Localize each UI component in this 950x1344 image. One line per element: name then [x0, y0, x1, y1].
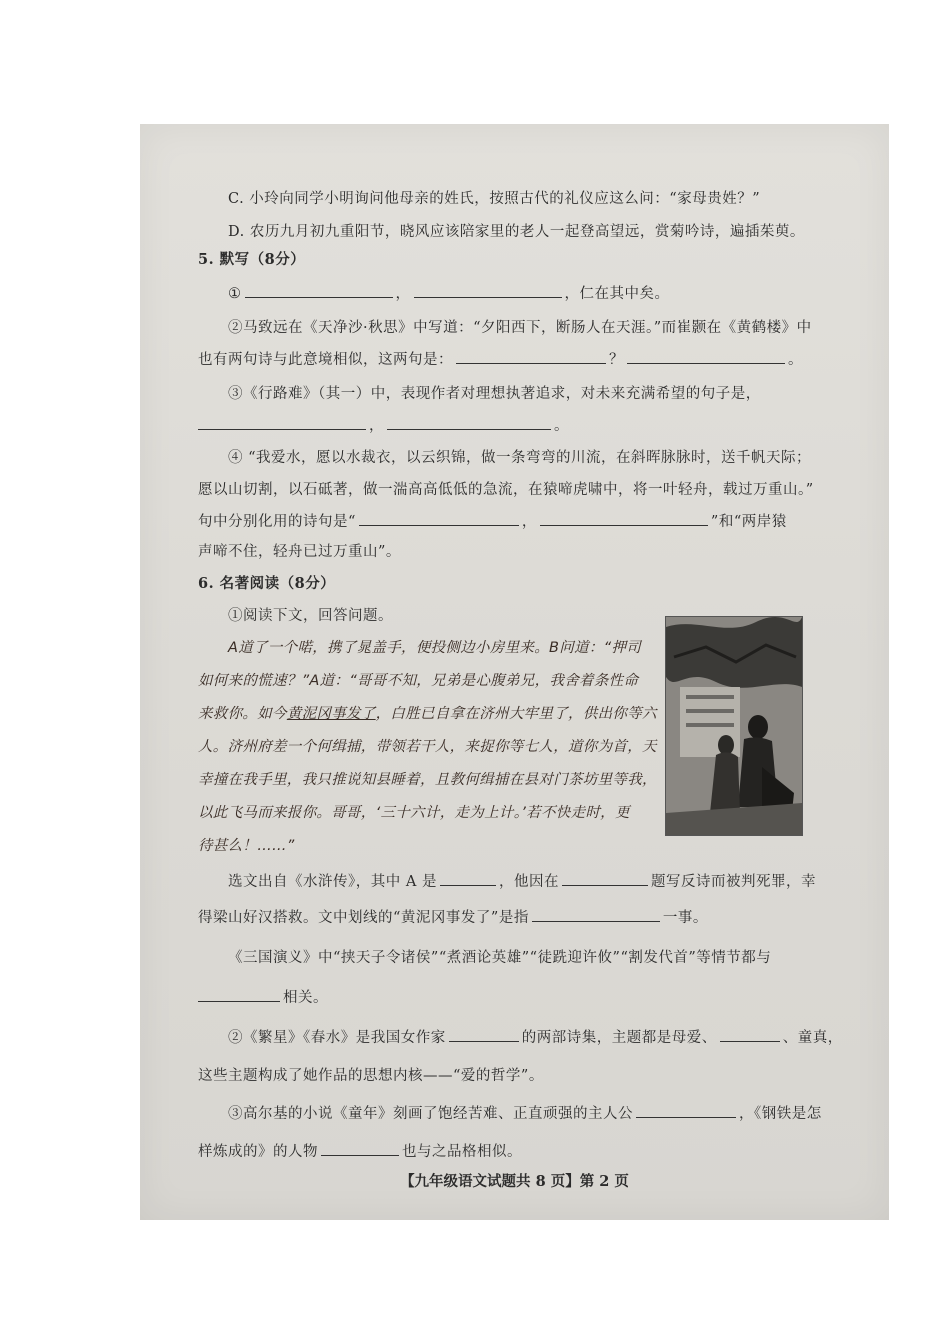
- passage-line: A道了一个喏，携了晁盖手，便投侧边小房里来。B问道：“押司: [228, 640, 642, 656]
- woodcut-illustration: [665, 616, 803, 836]
- answer-blank[interactable]: [720, 1027, 780, 1042]
- q5-item3-line1: ③《行路难》（其一）中，表现作者对理想执著追求，对未来充满希望的句子是，: [228, 386, 761, 402]
- answer-blank[interactable]: [414, 283, 562, 298]
- answer-blank[interactable]: [198, 987, 280, 1002]
- passage-line: 人。济州府差一个何缉捕，带领若干人，来捉你等七人，道你为首，天: [198, 739, 657, 755]
- answer-blank[interactable]: [387, 415, 551, 430]
- sanguo-line2: 相关。: [198, 986, 328, 1007]
- answer-blank[interactable]: [532, 907, 660, 922]
- q5-title: 5. 默写（8分）: [198, 251, 306, 268]
- passage-line: 待甚么！……”: [198, 838, 295, 854]
- answer-blank[interactable]: [562, 871, 648, 886]
- q5-item4-line1: ④ “我爱水，愿以水裁衣，以云织锦，做一条弯弯的川流，在斜晖脉脉时，送千帆天际；: [228, 450, 812, 466]
- passage-line: 幸撞在我手里，我只推说知县睡着，且教何缉捕在县对门茶坊里等我，: [198, 772, 657, 788]
- q6-title: 6. 名著阅读（8分）: [198, 575, 336, 592]
- q6-sub2-line1: ②《繁星》《春水》是我国女作家 的两部诗集，主题都是母爱、 、童真，: [228, 1026, 843, 1047]
- q6-sub1: ①阅读下文，回答问题。: [228, 608, 393, 624]
- exam-page: [140, 124, 889, 1220]
- q5-item4-line2: 愿以山切割，以石砥著，做一湍高高低低的急流，在猿啼虎啸中，将一叶轻舟，载过万重山。”: [198, 482, 814, 498]
- q5-item4-line3: 句中分别化用的诗句是“ ， ”和“两岸猿: [198, 510, 787, 531]
- answer-blank[interactable]: [198, 415, 366, 430]
- answer-blank[interactable]: [440, 871, 496, 886]
- answer-blank[interactable]: [456, 349, 606, 364]
- page-footer: 【九年级语文试题共 8 页】第 2 页: [400, 1173, 629, 1190]
- option-c: C. 小玲向同学小明询问他母亲的姓氏，按照古代的礼仪应这么问：“家母贵姓？”: [228, 191, 761, 207]
- q6-question-line2: 得梁山好汉搭救。文中划线的“黄泥冈事发了”是指 一事。: [198, 906, 708, 927]
- passage-line: 以此飞马而来报你。哥哥，‘三十六计，走为上计。’若不快走时，更: [198, 805, 630, 821]
- answer-blank[interactable]: [321, 1141, 399, 1156]
- q5-item4-line4: 声啼不住，轻舟已过万重山”。: [198, 544, 401, 560]
- q6-question-line1: 选文出自《水浒传》，其中 A 是 ，他因在 题写反诗而被判死罪，幸: [228, 870, 816, 891]
- answer-blank[interactable]: [245, 283, 393, 298]
- q5-item2-line1: ②马致远在《天净沙·秋思》中写道：“夕阳西下，断肠人在天涯。”而崔颢在《黄鹤楼》中: [228, 320, 812, 336]
- q6-sub3-line2: 样炼成的》的人物 也与之品格相似。: [198, 1140, 522, 1161]
- sanguo-line1: 《三国演义》中“挟天子令诸侯”“煮酒论英雄”“徒跣迎许攸”“割发代首”等情节都与: [228, 950, 772, 966]
- underlined-phrase: 黄泥冈事发了: [286, 706, 376, 722]
- answer-blank[interactable]: [449, 1027, 519, 1042]
- option-d: D. 农历九月初九重阳节，晓风应该陪家里的老人一起登高望远，赏菊吟诗，遍插茱萸。: [228, 224, 805, 240]
- q5-item1: ① ， ，仁在其中矣。: [228, 282, 670, 303]
- q6-sub3-line1: ③高尔基的小说《童年》刻画了饱经苦难、正直顽强的主人公 ，《钢铁是怎: [228, 1102, 822, 1123]
- answer-blank[interactable]: [540, 511, 708, 526]
- q6-sub2-line2: 这些主题构成了她作品的思想内核——“爱的哲学”。: [198, 1068, 544, 1084]
- q5-item3-line2: ， 。: [198, 414, 569, 435]
- passage-line: 如何来的慌速？”A道：“哥哥不知，兄弟是心腹弟兄，我舍着条性命: [198, 673, 639, 689]
- passage-line: 来救你。如今黄泥冈事发了，白胜已自拿在济州大牢里了，供出你等六: [198, 706, 657, 722]
- answer-blank[interactable]: [359, 511, 519, 526]
- answer-blank[interactable]: [636, 1103, 736, 1118]
- answer-blank[interactable]: [627, 349, 785, 364]
- q5-item2-line2: 也有两句诗与此意境相似，这两句是： ？ 。: [198, 348, 803, 369]
